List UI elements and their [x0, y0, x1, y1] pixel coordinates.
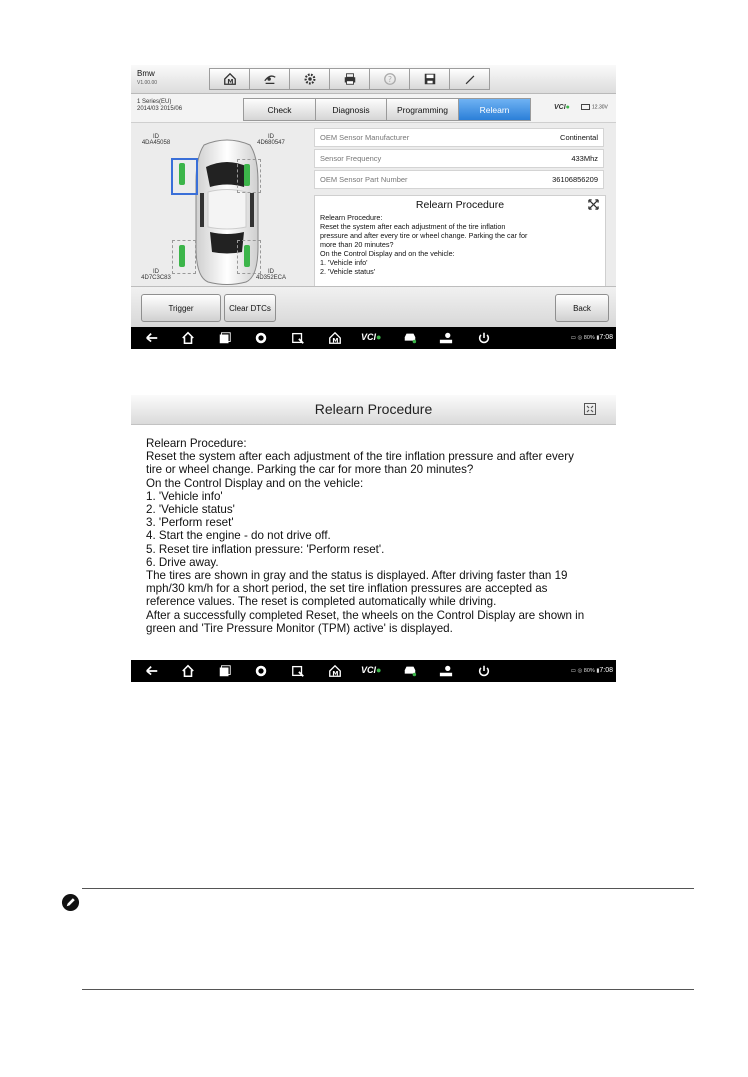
- procedure-line: 4. Start the engine - do not drive off.: [146, 529, 331, 543]
- tab-programming[interactable]: Programming: [386, 98, 458, 121]
- help-icon: [383, 72, 397, 86]
- note-bottom-rule: [82, 989, 694, 990]
- browser-icon[interactable]: [254, 331, 268, 345]
- note-pencil-icon: [61, 893, 80, 912]
- svg-text:M: M: [226, 78, 233, 86]
- procedure-line: On the Control Display and on the vehicle:: [320, 249, 455, 258]
- svg-text:M: M: [332, 337, 339, 345]
- brand-label: Bmw: [137, 69, 155, 78]
- property-row: [314, 149, 604, 168]
- note-top-rule: [82, 888, 694, 889]
- tire-id-label: ID: [268, 269, 274, 275]
- property-key: OEM Sensor Manufacturer: [320, 133, 410, 142]
- settings-button[interactable]: [289, 68, 329, 90]
- maxi-home-icon[interactable]: [328, 664, 342, 678]
- procedure-line: 5. Reset tire inflation pressure: 'Perform reset'.: [146, 542, 385, 556]
- edit-icon: [463, 72, 477, 86]
- procedure-line: The tires are shown in gray and the status is displayed. After driving faster than 19: [146, 569, 568, 583]
- procedure-header: [131, 395, 616, 425]
- shortcut-icon: [263, 72, 277, 86]
- home-icon: [223, 72, 237, 86]
- tab-diagnosis[interactable]: Diagnosis: [315, 98, 386, 121]
- print-icon: [343, 72, 357, 86]
- home-icon[interactable]: [181, 664, 195, 678]
- bottom-action-bar: [131, 286, 616, 328]
- vehicle-icon[interactable]: [403, 664, 417, 678]
- procedure-text: [146, 437, 611, 635]
- back-arrow-icon[interactable]: [145, 331, 159, 345]
- browser-icon[interactable]: [254, 664, 268, 678]
- back-arrow-icon[interactable]: [145, 664, 159, 678]
- screen-capture-icon[interactable]: [291, 664, 305, 678]
- home-button[interactable]: [209, 68, 249, 90]
- property-value: Continental: [560, 133, 598, 142]
- procedure-line: 2. 'Vehicle status': [146, 503, 235, 517]
- version-label: V1.00.00: [137, 80, 158, 86]
- property-key: Sensor Frequency: [320, 154, 382, 163]
- maxi-home-icon[interactable]: [328, 331, 342, 345]
- back-button[interactable]: Back: [555, 294, 609, 322]
- property-row: [314, 170, 604, 189]
- top-toolbar: [131, 65, 616, 94]
- system-navbar: [131, 660, 616, 682]
- procedure-line: 3. 'Perform reset': [146, 516, 234, 530]
- procedure-line: reference values. The reset is completed automatically while driving.: [146, 595, 497, 609]
- procedure-line: tire or wheel change. Parking the car for more than 20 minutes?: [146, 463, 474, 477]
- vci-label: VCI: [361, 332, 377, 342]
- collapse-icon[interactable]: [584, 403, 596, 415]
- recent-apps-icon[interactable]: [218, 331, 232, 345]
- relearn-procedure-text: [315, 211, 605, 278]
- battery-icon: [581, 104, 590, 110]
- procedure-line: After a successfully completed Reset, the wheels on the Control Display are shown in: [146, 608, 585, 622]
- power-icon[interactable]: [477, 331, 491, 345]
- voltage-value: 12.30V: [592, 104, 608, 111]
- property-value: 433Mhz: [571, 154, 598, 163]
- recent-apps-icon[interactable]: [218, 664, 232, 678]
- tire-id-value: 4D7C3C83: [141, 275, 171, 281]
- tab-check[interactable]: Check: [243, 98, 315, 121]
- expand-icon[interactable]: [588, 199, 599, 210]
- help-button[interactable]: [369, 68, 409, 90]
- power-icon[interactable]: [477, 664, 491, 678]
- tire-id-value: 4D352ECA: [255, 275, 287, 281]
- status-area: ▭ ◎ 80% ▮7:08: [570, 334, 613, 341]
- tire-id-value: 4D680547: [257, 140, 285, 146]
- tab-relearn[interactable]: Relearn: [458, 98, 531, 121]
- tire-id-label: ID: [153, 134, 159, 140]
- property-row: [314, 128, 604, 147]
- save-icon: [423, 72, 437, 86]
- svg-text:M: M: [332, 670, 339, 678]
- procedure-line: 1. 'Vehicle info': [320, 258, 368, 267]
- voltage-readout: [581, 104, 608, 110]
- procedure-line: Reset the system after each adjustment of the tire inflation pressure and after every: [146, 450, 574, 464]
- procedure-line: 1. 'Vehicle info': [146, 489, 223, 503]
- vci-shortcut[interactable]: VCI●: [361, 665, 382, 675]
- vci-shortcut[interactable]: VCI●: [361, 332, 382, 342]
- procedure-line: pressure and after every tire or wheel change. Parking the car for: [320, 231, 528, 240]
- procedure-line: mph/30 km/h for a short period, the set tire inflation pressures are accepted as: [146, 582, 548, 596]
- relearn-procedure-fullscreen: [131, 395, 616, 683]
- tire-id-label: ID: [268, 134, 274, 140]
- relearn-screen: [131, 65, 616, 349]
- vehicle-brand: [137, 70, 157, 87]
- vehicle-info: [137, 99, 182, 113]
- tire-id-value: 4DA45058: [141, 140, 171, 146]
- tire-status-rear-left: [179, 245, 185, 267]
- vci-label: VCI: [554, 104, 566, 111]
- procedure-line: On the Control Display and on the vehicle:: [146, 476, 364, 490]
- vehicle-info-bar: [131, 94, 616, 123]
- trigger-button[interactable]: Trigger: [141, 294, 221, 322]
- procedure-line: Relearn Procedure:: [320, 213, 383, 222]
- system-navbar: [131, 327, 616, 349]
- tire-id-rear-left: [137, 269, 175, 281]
- tire-status-front-left: [179, 163, 185, 185]
- service-icon[interactable]: [439, 664, 453, 678]
- service-icon[interactable]: [439, 331, 453, 345]
- property-value: 36106856209: [552, 175, 598, 184]
- clock: 7:08: [599, 334, 613, 341]
- property-key: OEM Sensor Part Number: [320, 175, 408, 184]
- svg-text:?: ?: [387, 75, 392, 85]
- panel-title: Relearn Procedure: [415, 199, 505, 211]
- procedure-line: Reset the system after each adjustment of the tire inflation: [320, 222, 506, 231]
- clock: 7:08: [599, 667, 613, 674]
- clear-dtcs-button[interactable]: Clear DTCs: [224, 294, 276, 322]
- vehicle-icon[interactable]: [403, 331, 417, 345]
- procedure-line: 2. 'Vehicle status': [320, 267, 376, 276]
- settings-icon: [303, 72, 317, 86]
- procedure-line: 6. Drive away.: [146, 555, 219, 569]
- tire-id-label: ID: [153, 269, 159, 275]
- battery-level: 80%: [583, 668, 595, 674]
- home-icon[interactable]: [181, 331, 195, 345]
- tire-status-rear-right: [244, 245, 250, 267]
- tire-id-front-left: [137, 134, 175, 146]
- status-area: ▭ ◎ 80% ▮7:08: [570, 667, 613, 674]
- shortcut-button[interactable]: [249, 68, 289, 90]
- procedure-line: Relearn Procedure:: [146, 437, 247, 450]
- edit-button[interactable]: [449, 68, 490, 90]
- procedure-line: more than 20 minutes?: [320, 240, 394, 249]
- procedure-title: Relearn Procedure: [314, 401, 433, 417]
- vci-label: VCI: [361, 665, 377, 675]
- save-button[interactable]: [409, 68, 449, 90]
- relearn-procedure-panel[interactable]: [314, 195, 606, 288]
- screen-capture-icon[interactable]: [291, 331, 305, 345]
- print-button[interactable]: [329, 68, 369, 90]
- function-tabs: [243, 98, 531, 121]
- procedure-line: green and 'Tire Pressure Monitor (TPM) active' is displayed.: [146, 621, 453, 635]
- relearn-content: [131, 123, 616, 286]
- vehicle-year: 2014/03 2015/06: [137, 106, 183, 112]
- tire-status-front-right: [244, 164, 250, 186]
- battery-level: 80%: [583, 335, 595, 341]
- vehicle-model: 1 Series(EU): [137, 99, 172, 105]
- vci-status: VCI●: [554, 104, 570, 111]
